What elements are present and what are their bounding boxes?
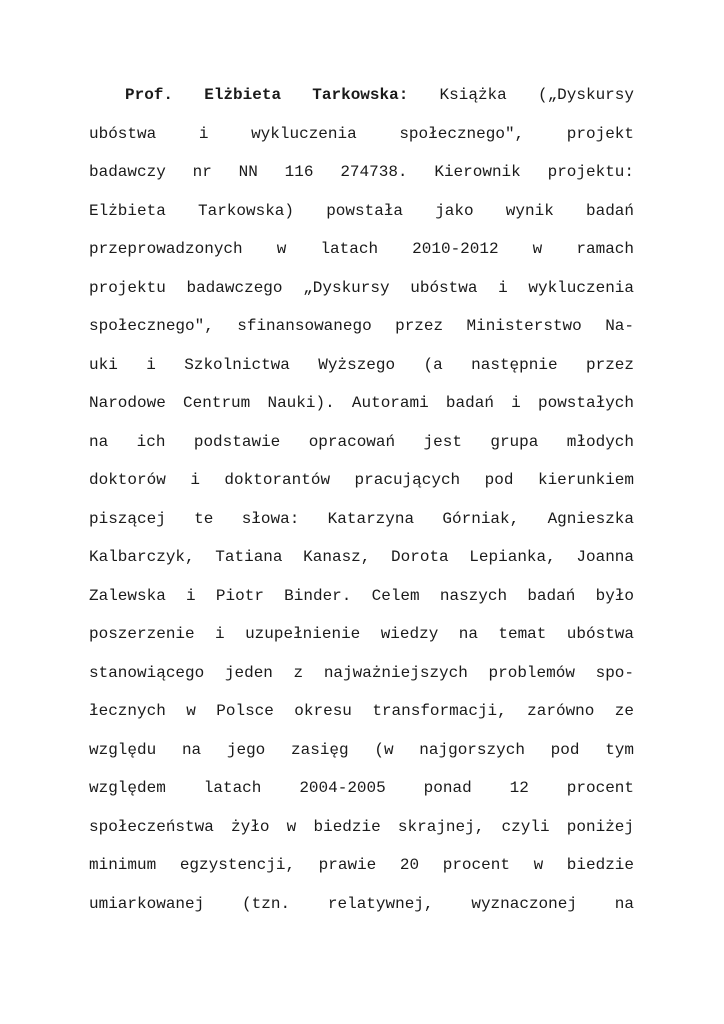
text-line: na ich podstawie opracowań jest grupa młodych (89, 432, 634, 451)
text-line: minimum egzystencji, prawie 20 procent w biedzie (89, 856, 634, 874)
author-label: Prof. Elżbieta Tarkowska: (125, 86, 409, 104)
text-line: względem latach 2004-2005 ponad 12 procent (89, 779, 634, 797)
text-line: łecznych w Polsce okresu transformacji, zarówno ze (89, 702, 634, 720)
text-line: względu na jego zasięg (w najgorszych pod tym (89, 740, 634, 759)
text-line: Elżbieta Tarkowska) powstała jako wynik badań (89, 201, 634, 220)
text-line: społecznego", sfinansowanego przez Ministerstwo Na- (89, 317, 634, 335)
text-line: uki i Szkolnictwa Wyższego (a następnie przez (89, 355, 634, 374)
text-line: przeprowadzonych w latach 2010-2012 w ramach (89, 240, 634, 258)
text-line: Kalbarczyk, Tatiana Kanasz, Dorota Lepianka, Joanna (89, 548, 634, 566)
text-line: doktorów i doktorantów pracujących pod kierunkiem (89, 471, 634, 489)
text-line-1 (89, 79, 634, 118)
text-line: badawczy nr NN 116 274738. Kierownik projektu: (89, 163, 634, 181)
text-line: projektu badawczego „Dyskursy ubóstwa i wykluczenia (89, 278, 634, 297)
first-line-text: Książka („Dyskursy (439, 86, 634, 104)
text-line: stanowiącego jeden z najważniejszych problemów spo- (89, 663, 634, 682)
text-line: Zalewska i Piotr Binder. Celem naszych badań było (89, 586, 634, 605)
text-line: poszerzenie i uzupełnienie wiedzy na temat ubóstwa (89, 625, 634, 643)
text-line: piszącej te słowa: Katarzyna Górniak, Agnieszka (89, 509, 634, 528)
text-line: Narodowe Centrum Nauki). Autorami badań i powstałych (89, 394, 634, 412)
text-line: umiarkowanej (tzn. relatywnej, wyznaczonej na (89, 894, 634, 913)
text-line: ubóstwa i wykluczenia społecznego", projekt (89, 124, 634, 143)
text-line: społeczeństwa żyło w biedzie skrajnej, czyli poniżej (89, 817, 634, 836)
paragraph (89, 79, 634, 926)
